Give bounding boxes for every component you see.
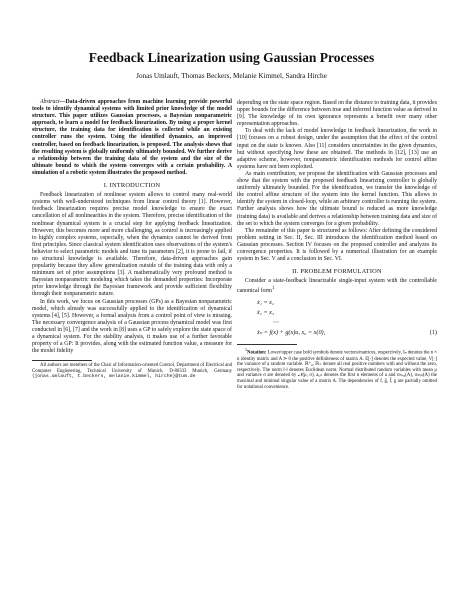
right-paragraph-3: As main contribution, we propose the identification with Gaussian processes and show that the system with the proposed feedback linearizing controller is globally uniformly ultimately bounded. For the identification, we transfer the knowledge of the control affine structure of the system into the kernel function. This allows to identify the system in closed-loop, while an arbitrary controller is running the system. Further analysis shows how the ultimate bound is reduced as more knowledge (training data) is available and derives a relationship between training data and size of the set to which the system converges for a given probability. [237,170,437,227]
problem-paragraph-1 [237,278,437,295]
intro-paragraph-2: In this work, we focus on Gaussian processes (GPs) as a Bayesian nonparametric model, which already was successfully applied to the identification of dynamical systems [4], [5]. However, a formal analysis from a control point of view is missing. The necessary convergence analysis of a Gaussian process dynamical model was first conducted in [6], [7] and the work in [8] uses a GP to safely explore the state space of a dynamical system. For the stability analysis, it makes use of a further favorable property of a GP: It provides, along with the estimated function value, a measure for the model fidelity [32,298,232,355]
footnote-marker: 1 [271,286,275,292]
paper-authors: Jonas Umlauft, Thomas Beckers, Melanie Kimmel, Sandra Hirche [136,72,327,80]
right-paragraph-2: To deal with the lack of model knowledge in feedback linearization, the work in [10] focuses on a robust design, under the assumption that the effect of the control input on the state is known. Also [11] considers uncertainties in the given dynamics, but without specifying how these are obtained. The methods in [12], [13] use an adaptive scheme, however, nonparametric identification methods for control affine systems have not been exploited. [237,128,437,170]
notation-footnote: $^1$Notation: Lower/upper case bold symbols denote vectors/matrices, respectively, Iₙ denotes the n × n identity matrix and A ≻ 0 the positive definiteness of matrix A. E[·] denotes the expected value, V[·] the variance of a random variable. ℝ⁺₀, ℝ₊ denote all real positive numbers with and without the zero, respectively. The norm ‖·‖ denotes Euclidean norm. Normal distributed random variables with mean μ and variance σ are denoted by 𝒩(μ, σ), aᵢ,ₙ denotes the first n elements of a and σₘₐₓ(A), σₘᵢₙ(A) the maximal and minimal singular value of a matrix A. The dependencies of f, ĝ, f̂, g are partially omitted for notational convenience. [237,347,437,390]
abstract-label: Abstract [40,99,60,105]
problem-text: Consider a state-feedback linearizable single-input system with the controllable canonical form [237,278,437,295]
equation-line-2: ẋ₂ = x₃ [257,309,275,317]
equation-number: (1) [429,329,437,337]
notation-label: Notation: [247,350,267,356]
right-column [237,100,437,390]
equation-1 [237,299,437,339]
equation-line-1: ẋ₁ = x₂ [257,299,275,307]
affiliation-text: All authors are members of the Chair of Information-oriented Control, Department of Electrical and Computer Engineering, Technical University of Munich, D-80333 Munich, Germany { [32,363,232,380]
right-paragraph-4: The remainder of this paper is structured as follows: After defining the considered problem setting in Sec. II, Sec. III introduces the identification method based on Gaussian processes. Section IV focuses on the proposed controller and analyzes its convergence properties. It is followed by a numerical illustration for an example system in Sec. V and a conclusion in Sec. VI. [237,227,437,263]
notation-footnote-rule [237,344,297,345]
equation-ellipsis: ⋯ [273,319,280,327]
left-column [32,99,232,380]
abstract-text: —Data-driven approaches from machine learning provide powerful tools to identify dynamical systems with limited prior knowledge of the model structure. This paper utilizes Gaussian processes, a Bayesian nonparametric approach, to learn a model for feedback linearization. By using a proper kernel structure, the training data for identification is collected while an existing controller runs the system. Using the identified dynamics, an improved controller, based on feedback linearization, is proposed. The analysis shows that the resulting system is globally uniformly ultimately bounded. We further derive a relationship between the training data of the system and the size of the ultimate bound to which the system converges with a certain probability. A simulation of a robotic system illustrates the proposed method. [32,99,232,176]
section-heading-introduction: I. INTRODUCTION [103,182,161,190]
paper-title: Feedback Linearization using Gaussian Processes [88,50,375,65]
equation-line-n: ẋₙ = f(x) + g(x)u, x₀ = x(0), [257,329,326,337]
affiliation-emails: jonas.umlauft, t.beckers, melanie.kimmel, hirche [34,374,173,380]
affiliation-footnote [32,363,232,380]
intro-paragraph-1: Feedback linearization of nonlinear system allows to control many real-world systems with well-understood techniques from linear control theory [1]. However, feedback linearization requires precise model knowledge to ensure the exact cancellation of all nonlinearities in the system. Therefore, precise identification of the nonlinear dynamical system is a crucial step for applying feedback linearization. However, this becomes more and more challenging, as control is increasingly applied to highly complex systems, especially, when the dynamics cannot be derived from first principles. Since classical system identification uses observations of the system's behavior to select parametric models and tune its parameters [2], it is prone to fail, if no structural knowledge is available. Therefore, data-driven approaches gain popularity because they allow generalization outside of the training data with only a minimum set of prior assumptions [3]. A mathematically very profound method is Bayesian nonparametric modeling which takes the demanded properties: Incorporate prior knowledge through the Bayesian framework and provide sufficient flexibility through their nonparametric nature. [32,192,232,298]
right-paragraph-1: depending on the state space region. Based on the distance to training data, it provides upper bounds for the difference between true and inferred function value as derived in [9]. The knowledge of its own ignorance represents a benefit over many other representation approaches. [237,100,437,128]
notation-text: Lower/upper case bold symbols denote vectors/matrices, respectively, Iₙ denotes the n × n identity matrix and A ≻ 0 the positive definiteness of matrix A. E[·] denotes the expected value, V[·] the variance of a random variable. ℝ⁺₀, ℝ₊ denote all real positive numbers with and without the zero, respectively. The norm ‖·‖ denotes Euclidean norm. Normal distributed random variables with mean μ and variance σ are denoted by 𝒩(μ, σ), aᵢ,ₙ denotes the first n elements of a and σₘₐₓ(A), σₘᵢₙ(A) the maximal and minimal singular value of a matrix A. The dependencies of f, ĝ, f̂, g are partially omitted for notational convenience. [237,350,437,390]
footnote-rule [32,360,92,361]
abstract [32,99,232,177]
affiliation-domain: }@tum.de [172,374,196,380]
section-heading-problem-formulation: II. PROBLEM FORMULATION [292,268,382,276]
